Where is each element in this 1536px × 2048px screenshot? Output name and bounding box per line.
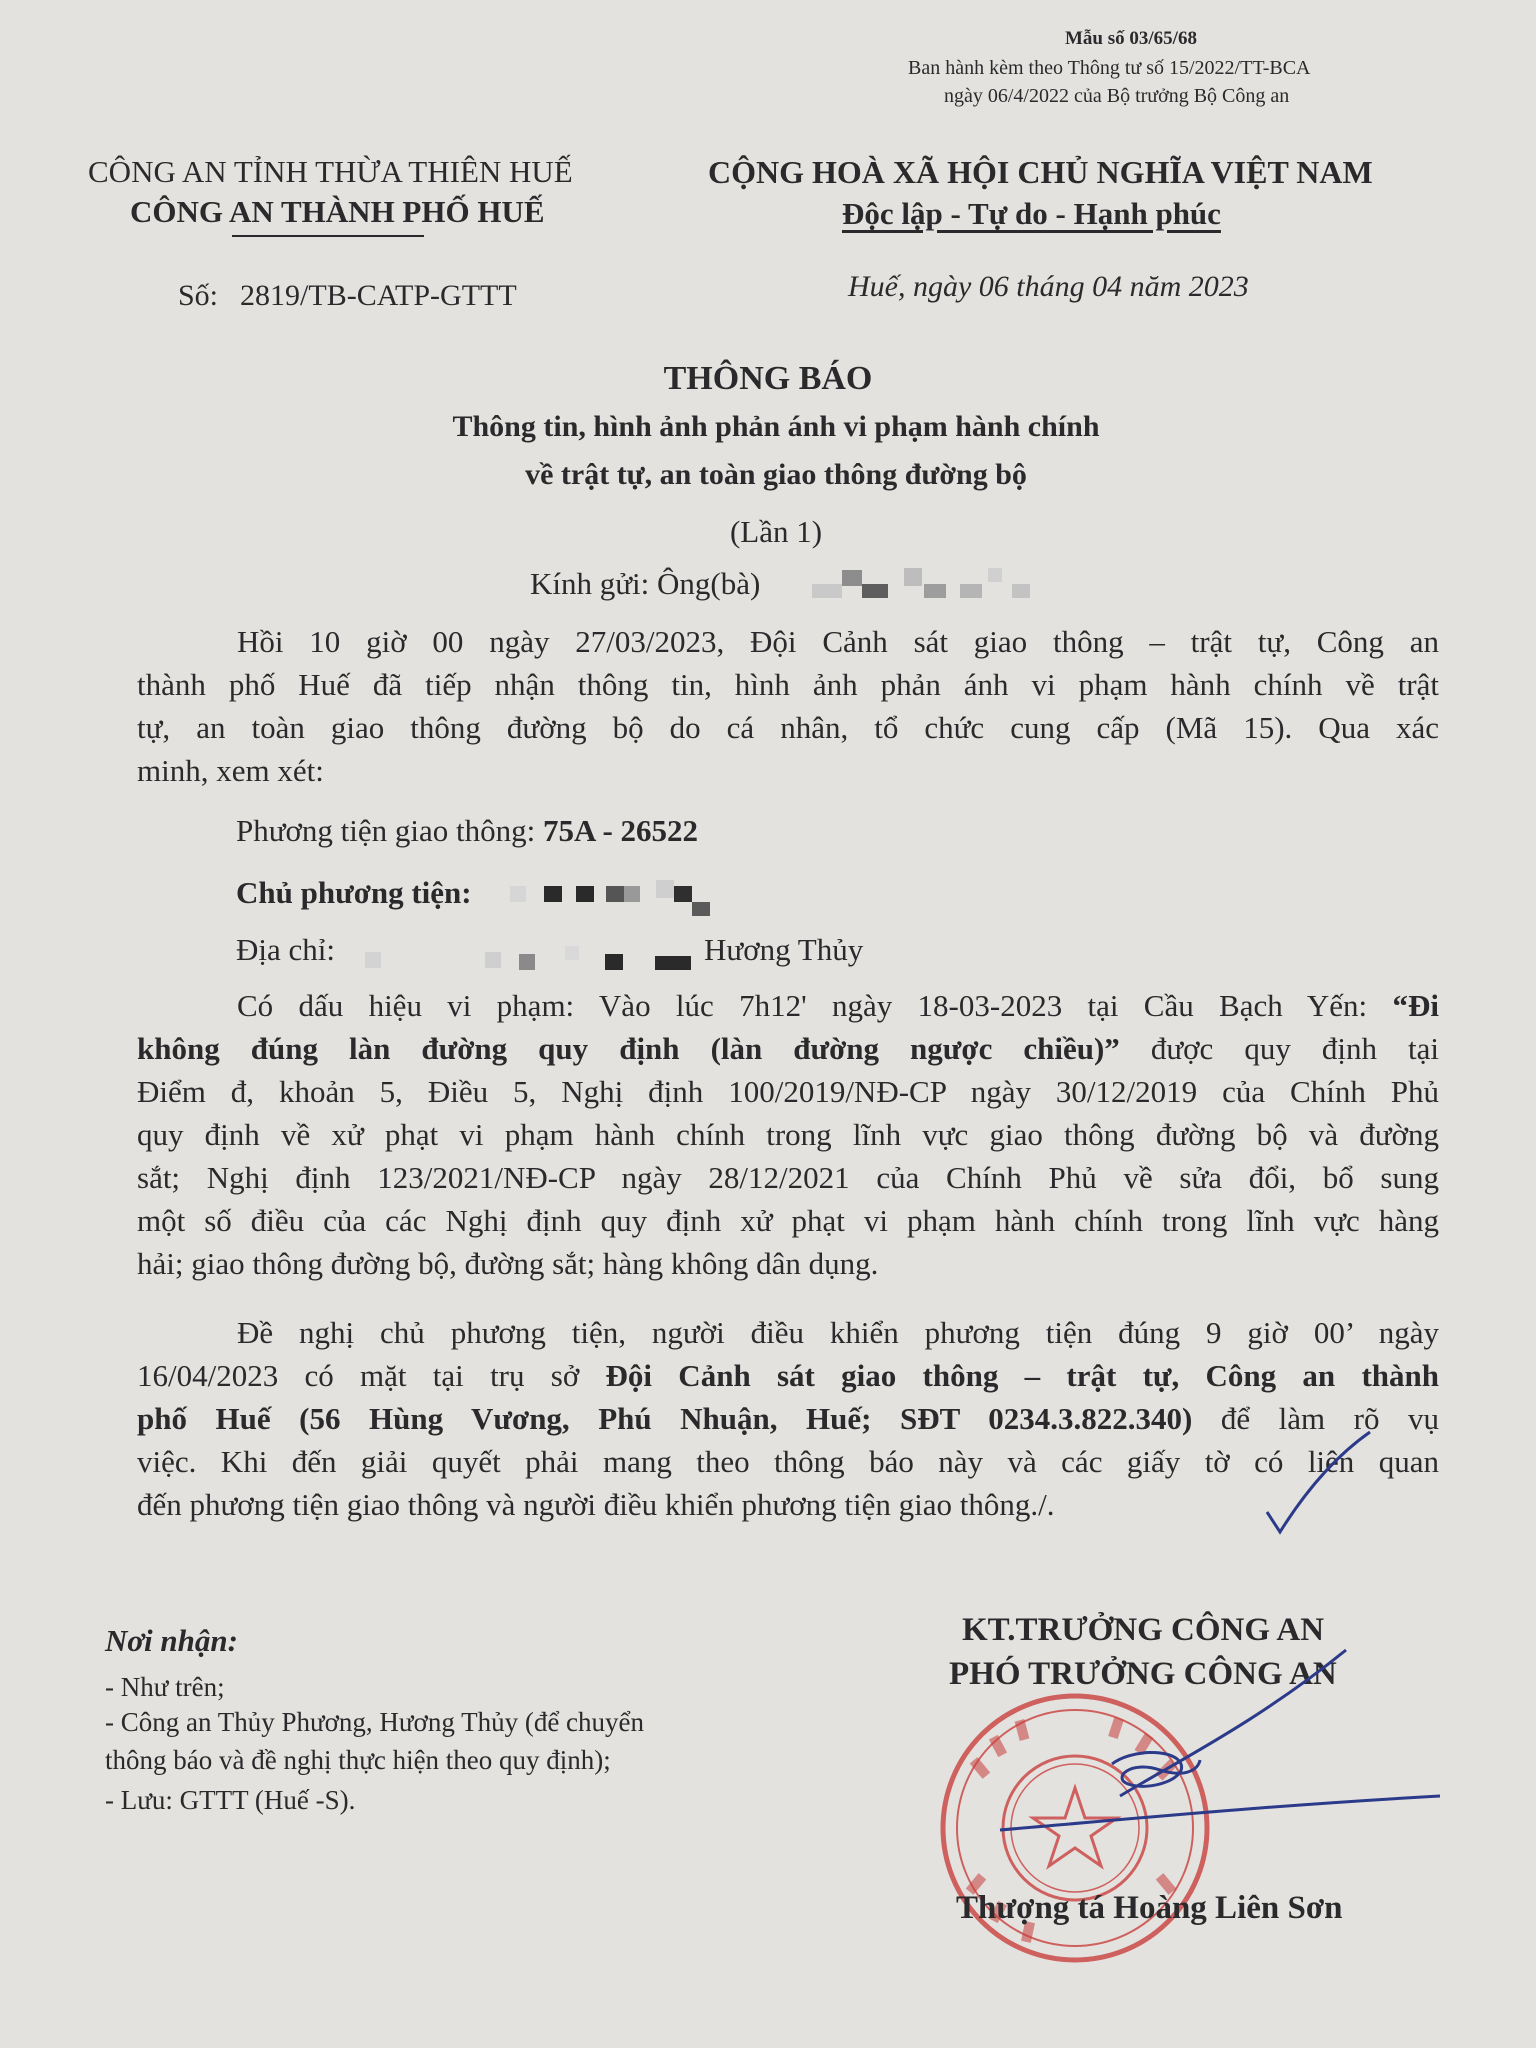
request-line: đến phương tiện giao thông và người điều khiển phương tiện giao thông./. <box>137 1487 1055 1522</box>
signature-title: PHÓ TRƯỞNG CÔNG AN <box>949 1656 1337 1692</box>
recipient-salutation: Kính gửi: Ông(bà) <box>530 566 761 601</box>
intro-line: Hồi 10 giờ 00 ngày 27/03/2023, Đội Cảnh sát giao thông – trật tự, Công an <box>237 624 1439 659</box>
intro-line: tự, an toàn giao thông đường bộ do cá nhân, tổ chức cung cấp (Mã 15). Qua xác <box>137 710 1439 745</box>
request-line: Đề nghị chủ phương tiện, người điều khiển phương tiện đúng 9 giờ 00’ ngày <box>237 1315 1439 1350</box>
address-label: Địa chỉ: <box>236 932 335 967</box>
request-line: phố Huế (56 Hùng Vương, Phú Nhuận, Huế; SĐT 0234.3.822.340) để làm rõ vụ <box>137 1401 1439 1436</box>
intro-line: thành phố Huế đã tiếp nhận thông tin, hình ảnh phản ánh vi phạm hành chính về trật <box>137 667 1439 702</box>
violation-line: một số điều của các Nghị định quy định xử phạt vi phạm hành chính trong lĩnh vực hàng <box>137 1203 1439 1238</box>
nation-title: CỘNG HOÀ XÃ HỘI CHỦ NGHĨA VIỆT NAM <box>708 154 1373 190</box>
notice-iteration: (Lần 1) <box>729 514 823 549</box>
request-line: việc. Khi đến giải quyết phải mang theo thông báo này và các giấy tờ có liên quan <box>137 1444 1439 1479</box>
recipient-item: - Lưu: GTTT (Huế -S). <box>105 1785 356 1815</box>
recipient-item: thông báo và đề nghị thực hiện theo quy định); <box>105 1745 611 1775</box>
document-number-value: 2819/TB-CATP-GTTT <box>240 279 517 312</box>
recipients-title: Nơi nhận: <box>105 1623 238 1658</box>
signature-authority: KT.TRƯỞNG CÔNG AN <box>962 1612 1325 1648</box>
place-date: Huế, ngày 06 tháng 04 năm 2023 <box>848 270 1249 303</box>
violation-line: sắt; Nghị định 123/2021/NĐ-CP ngày 28/12/2021 của Chính Phủ về sửa đổi, bổ sung <box>137 1160 1439 1195</box>
form-number: Mẫu số 03/65/68 <box>1065 28 1197 49</box>
document-title: THÔNG BÁO <box>663 360 873 397</box>
recipient-item: - Như trên; <box>105 1672 225 1702</box>
agency-name: CÔNG AN THÀNH PHỐ HUẾ <box>130 194 545 229</box>
violation-line: hải; giao thông đường bộ, đường sắt; hàng không dân dụng. <box>137 1246 879 1281</box>
violation-line: Điểm đ, khoản 5, Điều 5, Nghị định 100/2019/NĐ-CP ngày 30/12/2019 của Chính Phủ <box>137 1074 1439 1109</box>
agency-parent: CÔNG AN TỈNH THỪA THIÊN HUẾ <box>88 154 573 189</box>
vehicle-label: Phương tiện giao thông: <box>236 813 536 848</box>
signer-name: Thượng tá Hoàng Liên Sơn <box>956 1890 1343 1926</box>
intro-line: minh, xem xét: <box>137 753 324 788</box>
violation-line: quy định về xử phạt vi phạm hành chính trong lĩnh vực giao thông đường bộ và đường <box>137 1117 1439 1152</box>
violation-line: Có dấu hiệu vi phạm: Vào lúc 7h12' ngày 18-03-2023 tại Cầu Bạch Yến: “Đi <box>237 988 1440 1023</box>
request-line: 16/04/2023 có mặt tại trụ sở Đội Cảnh sát giao thông – trật tự, Công an thành <box>137 1358 1439 1393</box>
form-issued-with: Ban hành kèm theo Thông tư số 15/2022/TT-BCA <box>908 57 1311 79</box>
vehicle-plate: 75A - 26522 <box>543 813 699 848</box>
recipient-item: - Công an Thủy Phương, Hương Thủy (để chuyển <box>105 1707 645 1737</box>
violation-line: không đúng làn đường quy định (làn đường ngược chiều)” được quy định tại <box>137 1031 1440 1066</box>
nation-motto: Độc lập - Tự do - Hạnh phúc <box>842 196 1221 231</box>
document-subtitle-line1: Thông tin, hình ảnh phản ánh vi phạm hành chính <box>452 410 1100 443</box>
document-subtitle-line2: về trật tự, an toàn giao thông đường bộ <box>525 458 1027 491</box>
document-number-label: Số: <box>178 279 219 312</box>
address-district: Hương Thủy <box>704 932 864 967</box>
owner-label: Chủ phương tiện: <box>236 875 472 910</box>
form-issued-date: ngày 06/4/2022 của Bộ trưởng Bộ Công an <box>944 85 1290 107</box>
